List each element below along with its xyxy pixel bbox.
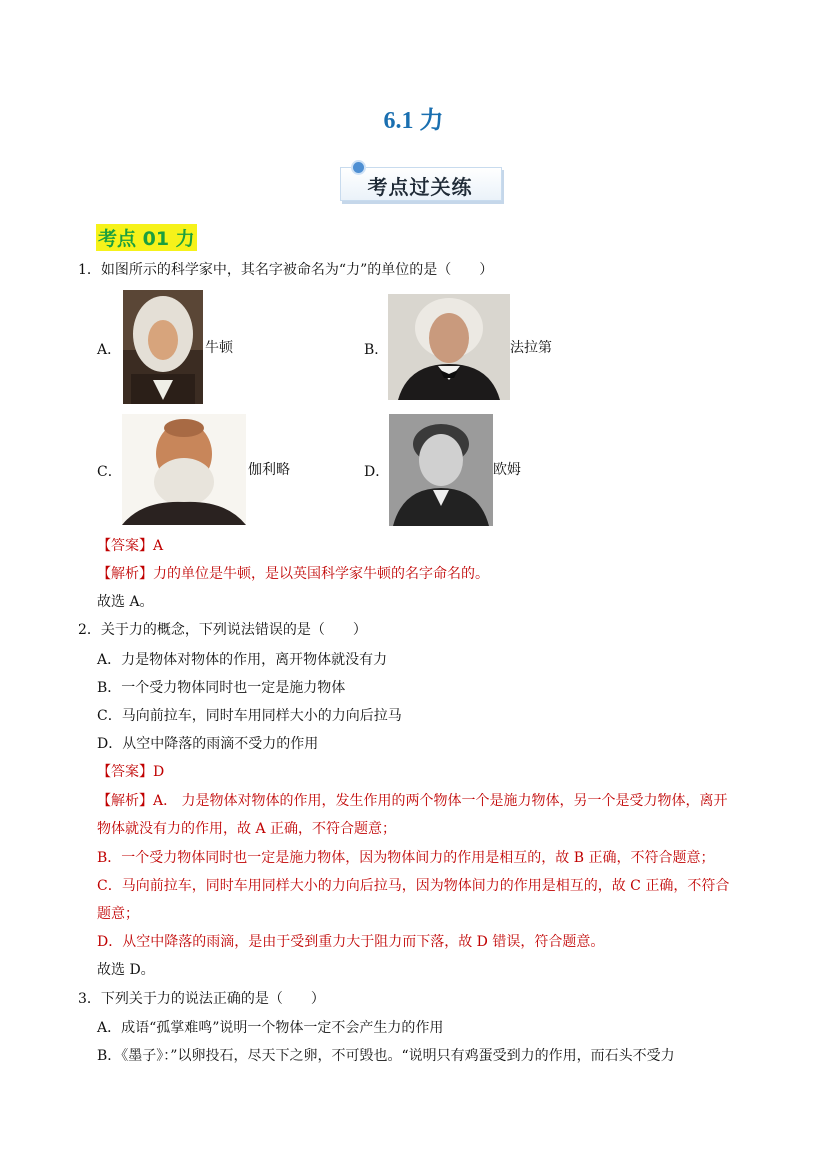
faraday-portrait xyxy=(388,294,510,400)
banner-label: 考点过关练 xyxy=(367,175,473,199)
q1-option-c-letter: C． xyxy=(97,464,122,480)
q2-analysis-line: C．马向前拉车，同时车用同样大小的力向后拉马，因为物体间力的作用是相互的，故 C 正确，不符合 xyxy=(97,878,730,894)
q2-analysis-line: B．一个受力物体同时也一定是施力物体，因为物体间力的作用是相互的，故 B 正确，不符合题意； xyxy=(97,850,715,866)
ohm-portrait xyxy=(389,414,493,526)
section-heading: 考点 01 力 xyxy=(96,224,197,251)
q2-option-c: C．马向前拉车，同时车用同样大小的力向后拉马 xyxy=(97,708,402,724)
q2-conclusion: 故选 D。 xyxy=(97,962,155,978)
q3-option-a: A．成语“孤掌难鸣”说明一个物体一定不会产生力的作用 xyxy=(97,1020,444,1036)
q1-option-d-letter: D． xyxy=(364,464,390,480)
q3-option-b: B．《墨子》：”以卵投石，尽天下之卵，不可毁也。“说明只有鸡蛋受到力的作用，而石头不受力 xyxy=(97,1048,675,1064)
newton-portrait xyxy=(123,290,203,404)
galileo-portrait xyxy=(122,414,246,525)
q2-stem: 2．关于力的概念，下列说法错误的是（ ） xyxy=(78,622,367,638)
q1-option-d-name: 欧姆 xyxy=(493,462,521,478)
q2-option-d: D．从空中降落的雨滴不受力的作用 xyxy=(97,736,319,752)
q2-analysis-line: D．从空中降落的雨滴，是由于受到重力大于阻力而下落，故 D 错误，符合题意。 xyxy=(97,934,605,950)
section-banner xyxy=(340,163,502,203)
q1-option-a-name: 牛顿 xyxy=(205,340,233,356)
q1-answer: 【答案】A xyxy=(97,538,164,554)
q2-answer: 【答案】D xyxy=(97,764,165,780)
q1-option-b-letter: B． xyxy=(364,342,389,358)
q2-analysis-line: 物体就没有力的作用，故 A 正确，不符合题意； xyxy=(97,821,397,837)
q2-option-a: A．力是物体对物体的作用，离开物体就没有力 xyxy=(97,652,388,668)
q1-stem: 1．如图所示的科学家中，其名字被命名为“力”的单位的是（ ） xyxy=(78,262,494,278)
q2-analysis-line: 【解析】A． 力是物体对物体的作用，发生作用的两个物体一个是施力物体，另一个是受力物体，离开 xyxy=(97,793,728,809)
page-title: 6.1 力 xyxy=(383,108,444,134)
q1-option-c-name: 伽利略 xyxy=(248,462,290,478)
q1-conclusion: 故选 A。 xyxy=(97,594,154,610)
q1-option-b-name: 法拉第 xyxy=(510,340,552,356)
q1-analysis: 【解析】力的单位是牛顿，是以英国科学家牛顿的名字命名的。 xyxy=(97,566,489,582)
q3-stem: 3．下列关于力的说法正确的是（ ） xyxy=(78,991,325,1007)
q2-analysis-line: 题意； xyxy=(97,906,139,922)
q2-option-b: B．一个受力物体同时也一定是施力物体 xyxy=(97,680,346,696)
q1-option-a-letter: A． xyxy=(97,342,122,358)
